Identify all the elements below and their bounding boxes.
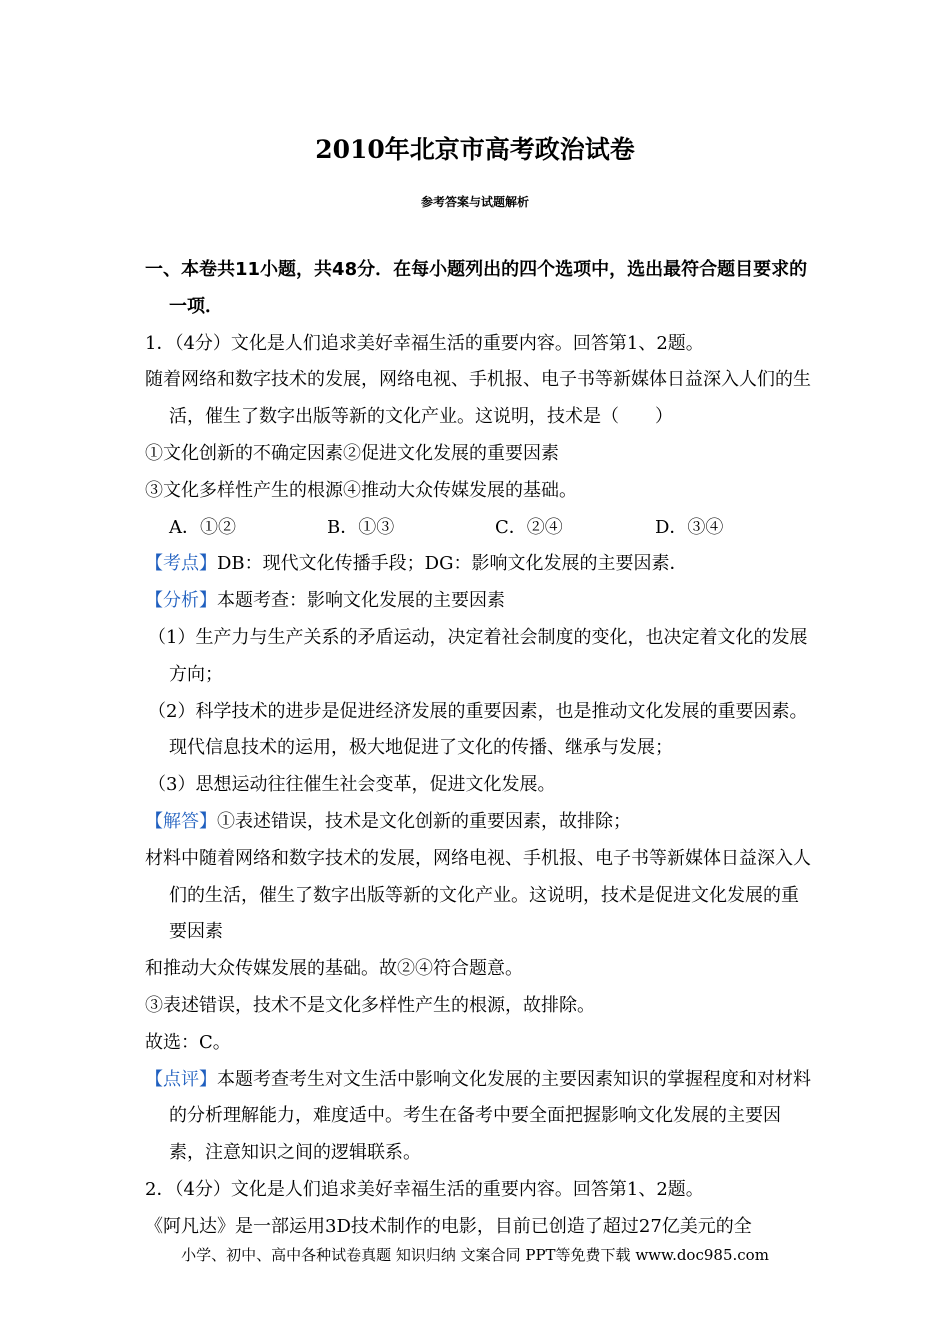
- kaodian-tag: 【考点】: [145, 553, 217, 575]
- document-body: [145, 252, 815, 1246]
- answer-paragraph-2: 和推动大众传媒发展的基础。故②④符合题意。: [145, 958, 523, 980]
- dianping-text: 本题考查考生对文生活中影响文化发展的主要因素知识的掌握程度和对材料的分析理解能力，难度适中。考生在备考中要全面把握影响文化发展的主要因素，注意知识之间的逻辑联系。: [169, 1068, 811, 1164]
- question-1-stem: 1．（4分）文化是人们追求美好幸福生活的重要内容。回答第1、2题。: [145, 332, 704, 354]
- section-heading: 一、本卷共11小题，共48分．在每小题列出的四个选项中，选出最符合题目要求的一项．: [145, 259, 808, 317]
- analysis-point-3: （3）思想运动往往催生社会变革，促进文化发展。: [148, 774, 556, 796]
- question-1-statement-2: ③文化多样性产生的根源④推动大众传媒发展的基础。: [145, 479, 577, 501]
- option-d: D．③④: [655, 516, 724, 538]
- kaodian-text: DB：现代文化传播手段；DG：影响文化发展的主要因素．: [217, 553, 688, 575]
- dianping-paragraph: [145, 1062, 815, 1172]
- analysis-point-1: （1）生产力与生产关系的矛盾运动，决定着社会制度的变化，也决定着文化的发展方向；: [148, 626, 808, 685]
- dianping-tag: 【点评】: [145, 1068, 217, 1090]
- page-footer: 小学、初中、高中各种试卷真题 知识归纳 文案合同 PPT等免费下载 www.doc985.com: [181, 1246, 769, 1264]
- question-1-options: [145, 510, 815, 547]
- question-1-statement-1: ①文化创新的不确定因素②促进文化发展的重要因素: [145, 442, 559, 464]
- answer-paragraph-3: ③表述错误，技术不是文化多样性产生的根源，故排除。: [145, 994, 595, 1016]
- option-c: C．②④: [495, 516, 563, 538]
- option-a: A．①②: [169, 516, 236, 538]
- option-b: B．①③: [327, 516, 395, 538]
- jieda-paragraph: [145, 804, 815, 841]
- jieda-text: ①表述错误，技术是文化创新的重要因素，故排除；: [217, 810, 631, 832]
- page-title: 2010年北京市高考政治试卷: [315, 135, 635, 164]
- kaodian-paragraph: [145, 546, 815, 583]
- jieda-tag: 【解答】: [145, 810, 217, 832]
- question-2-stem: 2．（4分）文化是人们追求美好幸福生活的重要内容。回答第1、2题。: [145, 1178, 704, 1200]
- analysis-point-2: （2）科学技术的进步是促进经济发展的重要因素，也是推动文化发展的重要因素。现代信息技术的运用，极大地促进了文化的传播、继承与发展；: [148, 700, 808, 759]
- question-1-material: 随着网络和数字技术的发展，网络电视、手机报、电子书等新媒体日益深入人们的生活，催生了数字出版等新的文化产业。这说明，技术是（ ）: [145, 369, 811, 428]
- fenxi-paragraph: [145, 583, 815, 620]
- answer-paragraph: 材料中随着网络和数字技术的发展，网络电视、手机报、电子书等新媒体日益深入人们的生活，催生了数字出版等新的文化产业。这说明，技术是促进文化发展的重要因素: [145, 847, 811, 943]
- answer-choice: 故选：C。: [145, 1031, 231, 1053]
- question-2-material: 《阿凡达》是一部运用3D技术制作的电影，目前已创造了超过27亿美元的全: [145, 1215, 752, 1237]
- page-subtitle: 参考答案与试题解析: [420, 195, 529, 209]
- fenxi-tag: 【分析】: [145, 590, 217, 612]
- fenxi-text: 本题考查：影响文化发展的主要因素: [217, 590, 505, 612]
